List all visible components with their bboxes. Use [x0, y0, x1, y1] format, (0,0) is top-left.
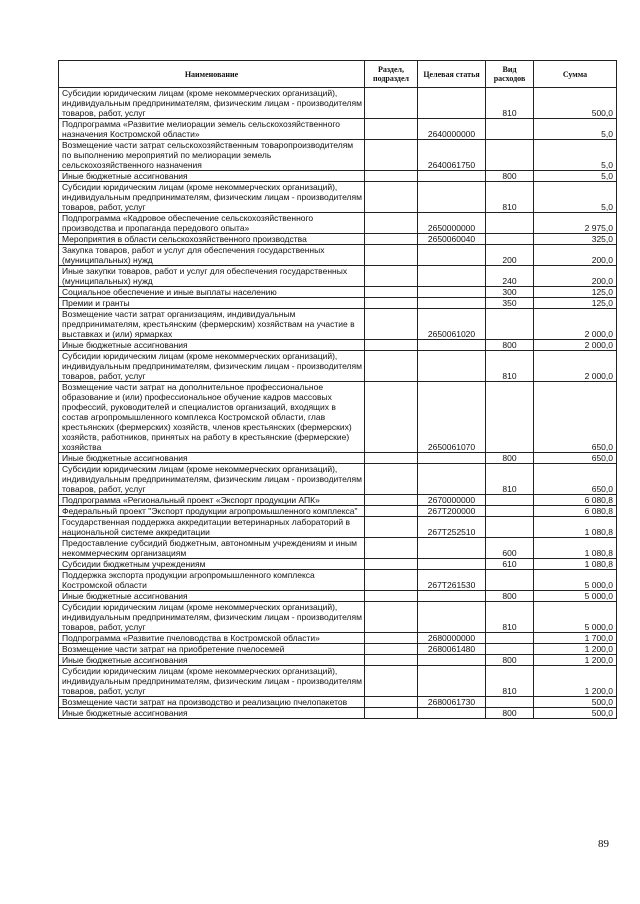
row-sum: 125,0 [534, 287, 617, 298]
row-type [486, 309, 534, 340]
row-section [365, 382, 418, 453]
table-row [59, 697, 617, 708]
row-section [365, 351, 418, 382]
row-sum: 500,0 [534, 88, 617, 119]
table-row [59, 234, 617, 245]
header-type: Вид расходов [486, 61, 534, 88]
row-sum: 200,0 [534, 266, 617, 287]
row-name: Иные бюджетные ассигнования [59, 591, 365, 602]
row-section [365, 182, 418, 213]
header-sum: Сумма [534, 61, 617, 88]
row-name: Субсидии юридическим лицам (кроме некоммерческих организаций), индивидуальным предпринимателям, физическим лицам - производителям товаров, работ, услуг [59, 602, 365, 633]
row-target: 2680061730 [418, 697, 486, 708]
row-sum: 5 000,0 [534, 570, 617, 591]
row-sum: 500,0 [534, 697, 617, 708]
row-type: 350 [486, 298, 534, 309]
row-type: 810 [486, 666, 534, 697]
row-section [365, 119, 418, 140]
row-section [365, 495, 418, 506]
row-name: Иные бюджетные ассигнования [59, 453, 365, 464]
row-name: Подпрограмма «Кадровое обеспечение сельскохозяйственного производства и пропаганда передового опыта» [59, 213, 365, 234]
row-sum: 5,0 [534, 119, 617, 140]
row-name: Возмещение части затрат сельскохозяйственным товаропроизводителям по выполнению мероприятий по мелиорации земель сельскохозяйственного назначения [59, 140, 365, 171]
row-section [365, 644, 418, 655]
row-type: 800 [486, 655, 534, 666]
row-target [418, 340, 486, 351]
row-name: Иные бюджетные ассигнования [59, 708, 365, 719]
row-type: 810 [486, 464, 534, 495]
row-target [418, 666, 486, 697]
row-sum: 2 000,0 [534, 351, 617, 382]
row-type [486, 570, 534, 591]
row-type: 240 [486, 266, 534, 287]
table-row [59, 213, 617, 234]
budget-table [58, 60, 617, 719]
row-name: Поддержка экспорта продукции агропромышленного комплекса Костромской области [59, 570, 365, 591]
row-section [365, 517, 418, 538]
row-name: Иные закупки товаров, работ и услуг для обеспечения государственных (муниципальных) нужд [59, 266, 365, 287]
row-section [365, 88, 418, 119]
row-type [486, 213, 534, 234]
row-target: 267Т261530 [418, 570, 486, 591]
row-target [418, 464, 486, 495]
table-row [59, 309, 617, 340]
table-row [59, 464, 617, 495]
row-section [365, 464, 418, 495]
row-name: Подпрограмма «Развитие пчеловодства в Костромской области» [59, 633, 365, 644]
row-type: 300 [486, 287, 534, 298]
table-row [59, 602, 617, 633]
row-target: 2650060040 [418, 234, 486, 245]
table-row [59, 351, 617, 382]
header-name: Наименование [59, 61, 365, 88]
table-row [59, 538, 617, 559]
table-row [59, 517, 617, 538]
row-sum: 5 000,0 [534, 602, 617, 633]
row-section [365, 538, 418, 559]
row-section [365, 453, 418, 464]
table-body [59, 88, 617, 719]
row-sum: 650,0 [534, 382, 617, 453]
row-target [418, 453, 486, 464]
row-type [486, 517, 534, 538]
row-target [418, 287, 486, 298]
row-type: 810 [486, 602, 534, 633]
row-target [418, 591, 486, 602]
row-target [418, 602, 486, 633]
row-name: Субсидии юридическим лицам (кроме некоммерческих организаций), индивидуальным предпринимателям, физическим лицам - производителям товаров, работ, услуг [59, 351, 365, 382]
page-number: 89 [598, 838, 609, 850]
row-name: Подпрограмма «Региональный проект «Экспорт продукции АПК» [59, 495, 365, 506]
row-target [418, 171, 486, 182]
row-sum: 200,0 [534, 245, 617, 266]
row-type [486, 506, 534, 517]
table-header [59, 61, 617, 88]
table-row [59, 506, 617, 517]
row-target: 2650061070 [418, 382, 486, 453]
row-target [418, 708, 486, 719]
table-row [59, 287, 617, 298]
row-section [365, 559, 418, 570]
row-section [365, 298, 418, 309]
row-target [418, 351, 486, 382]
row-sum: 2 000,0 [534, 340, 617, 351]
row-section [365, 697, 418, 708]
table-row [59, 88, 617, 119]
row-sum: 1 200,0 [534, 644, 617, 655]
row-name: Премии и гранты [59, 298, 365, 309]
row-type: 800 [486, 453, 534, 464]
row-name: Возмещение части затрат на производство и реализацию пчелопакетов [59, 697, 365, 708]
row-sum: 5,0 [534, 171, 617, 182]
header-section: Раздел, подраздел [365, 61, 418, 88]
row-type [486, 140, 534, 171]
row-name: Закупка товаров, работ и услуг для обеспечения государственных (муниципальных) нужд [59, 245, 365, 266]
row-target: 2640000000 [418, 119, 486, 140]
row-type [486, 633, 534, 644]
row-type: 610 [486, 559, 534, 570]
row-name: Субсидии юридическим лицам (кроме некоммерческих организаций), индивидуальным предпринимателям, физическим лицам - производителям товаров, работ, услуг [59, 182, 365, 213]
row-section [365, 602, 418, 633]
row-name: Возмещение части затрат организациям, индивидуальным предпринимателям, крестьянским (фермерским) хозяйствам на участие в выставках и (или) ярмарках [59, 309, 365, 340]
row-target: 2650000000 [418, 213, 486, 234]
row-sum: 500,0 [534, 708, 617, 719]
row-type [486, 234, 534, 245]
row-type [486, 382, 534, 453]
table-row [59, 666, 617, 697]
row-target: 267Т200000 [418, 506, 486, 517]
row-name: Государственная поддержка аккредитации ветеринарных лабораторий в национальной системе аккредитации [59, 517, 365, 538]
table-row [59, 644, 617, 655]
row-type: 600 [486, 538, 534, 559]
row-sum: 1 700,0 [534, 633, 617, 644]
row-name: Субсидии юридическим лицам (кроме некоммерческих организаций), индивидуальным предпринимателям, физическим лицам - производителям товаров, работ, услуг [59, 666, 365, 697]
row-target: 2640061750 [418, 140, 486, 171]
row-section [365, 140, 418, 171]
row-sum: 6 080,8 [534, 506, 617, 517]
row-target: 2650061020 [418, 309, 486, 340]
row-type: 200 [486, 245, 534, 266]
row-type: 810 [486, 182, 534, 213]
row-name: Иные бюджетные ассигнования [59, 655, 365, 666]
row-sum: 1 080,8 [534, 559, 617, 570]
row-section [365, 708, 418, 719]
table-row [59, 119, 617, 140]
row-target [418, 298, 486, 309]
row-type: 800 [486, 591, 534, 602]
table-row [59, 340, 617, 351]
table-row [59, 570, 617, 591]
table-row [59, 559, 617, 570]
row-section [365, 266, 418, 287]
row-name: Субсидии юридическим лицам (кроме некоммерческих организаций), индивидуальным предпринимателям, физическим лицам - производителям товаров, работ, услуг [59, 464, 365, 495]
row-section [365, 506, 418, 517]
row-name: Предоставление субсидий бюджетным, автономным учреждениям и иным некоммерческим организациям [59, 538, 365, 559]
row-sum: 125,0 [534, 298, 617, 309]
row-type: 800 [486, 340, 534, 351]
row-section [365, 287, 418, 298]
row-section [365, 234, 418, 245]
row-target [418, 655, 486, 666]
row-target [418, 538, 486, 559]
row-sum: 2 975,0 [534, 213, 617, 234]
table-row [59, 182, 617, 213]
table-row [59, 171, 617, 182]
row-sum: 650,0 [534, 464, 617, 495]
row-section [365, 591, 418, 602]
row-target: 2680000000 [418, 633, 486, 644]
row-name: Иные бюджетные ассигнования [59, 340, 365, 351]
table-row [59, 633, 617, 644]
header-target: Целевая статья [418, 61, 486, 88]
row-sum: 5,0 [534, 140, 617, 171]
row-section [365, 570, 418, 591]
table-row [59, 655, 617, 666]
table-row [59, 495, 617, 506]
row-name: Подпрограмма «Развитие мелиорации земель сельскохозяйственного назначения Костромской области» [59, 119, 365, 140]
row-name: Социальное обеспечение и иные выплаты населению [59, 287, 365, 298]
row-section [365, 171, 418, 182]
row-type [486, 697, 534, 708]
row-type [486, 644, 534, 655]
row-type: 800 [486, 171, 534, 182]
row-section [365, 245, 418, 266]
row-section [365, 309, 418, 340]
row-sum: 1 080,8 [534, 517, 617, 538]
row-sum: 1 200,0 [534, 655, 617, 666]
row-name: Возмещение части затрат на дополнительное профессиональное образование и (или) профессиональное обучение кадров массовых профессий, руководителей и специалистов организаций, входящих в состав агропромышленного комплекса Костромской области, глав крестьянских (фермерских) хозяйств, членов крестьянских (фермерских) хозяйств, работников, принятых на работу в крестьянские (фермерские) хозяйства [59, 382, 365, 453]
row-target [418, 88, 486, 119]
row-sum: 6 080,8 [534, 495, 617, 506]
row-name: Субсидии бюджетным учреждениям [59, 559, 365, 570]
row-target: 2670000000 [418, 495, 486, 506]
row-sum: 1 200,0 [534, 666, 617, 697]
row-target: 267Т252510 [418, 517, 486, 538]
row-type: 810 [486, 88, 534, 119]
table-row [59, 266, 617, 287]
row-section [365, 666, 418, 697]
row-sum: 5,0 [534, 182, 617, 213]
row-section [365, 633, 418, 644]
table-row [59, 591, 617, 602]
row-target [418, 266, 486, 287]
row-type: 800 [486, 708, 534, 719]
row-type: 810 [486, 351, 534, 382]
row-sum: 2 000,0 [534, 309, 617, 340]
row-name: Мероприятия в области сельскохозяйственного производства [59, 234, 365, 245]
row-target [418, 245, 486, 266]
table-row [59, 382, 617, 453]
table-row [59, 298, 617, 309]
row-section [365, 340, 418, 351]
row-section [365, 213, 418, 234]
row-section [365, 655, 418, 666]
row-type [486, 119, 534, 140]
row-sum: 325,0 [534, 234, 617, 245]
row-sum: 1 080,8 [534, 538, 617, 559]
row-name: Возмещение части затрат на приобретение пчелосемей [59, 644, 365, 655]
row-target: 2680061480 [418, 644, 486, 655]
row-target [418, 559, 486, 570]
row-sum: 650,0 [534, 453, 617, 464]
row-target [418, 182, 486, 213]
row-name: Субсидии юридическим лицам (кроме некоммерческих организаций), индивидуальным предпринимателям, физическим лицам - производителям товаров, работ, услуг [59, 88, 365, 119]
table-row [59, 140, 617, 171]
table-row [59, 708, 617, 719]
table-row [59, 453, 617, 464]
row-name: Иные бюджетные ассигнования [59, 171, 365, 182]
table-row [59, 245, 617, 266]
row-name: Федеральный проект "Экспорт продукции агропромышленного комплекса" [59, 506, 365, 517]
row-sum: 5 000,0 [534, 591, 617, 602]
row-type [486, 495, 534, 506]
